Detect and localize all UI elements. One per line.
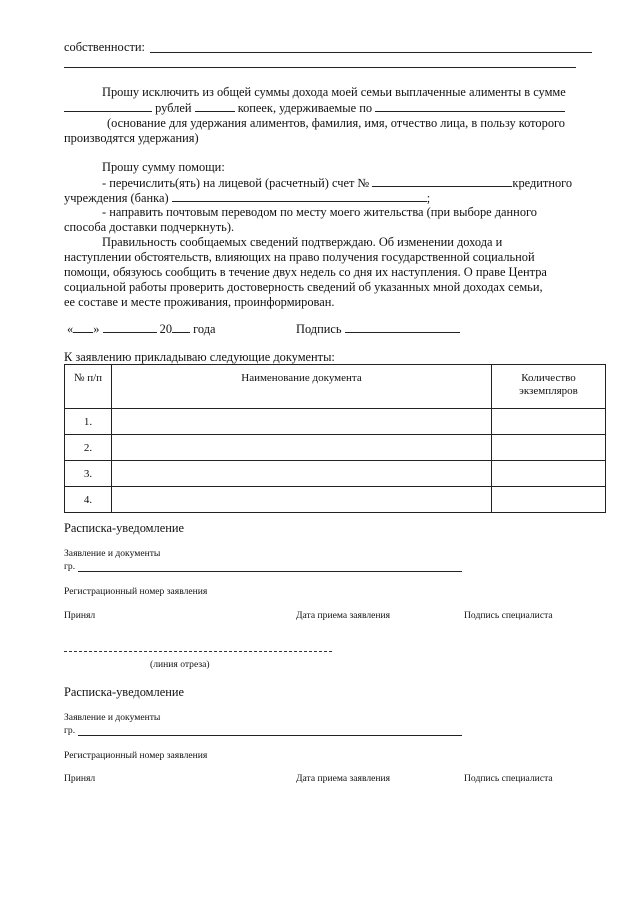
row-number: 1. (65, 409, 112, 435)
payment-transfer-prefix: - перечислить(ять) на лицевой (расчетный) счет № (102, 176, 370, 190)
confirm-line1: Правильность сообщаемых сведений подтверждаю. Об изменении дохода и (102, 235, 503, 249)
ownership-label: собственности: (64, 40, 145, 54)
date-open-quote: « (67, 322, 74, 336)
alimony-kop-label: копеек, удерживаемые по (237, 101, 373, 115)
documents-header-row (65, 365, 606, 409)
row-number: 4. (65, 487, 112, 513)
documents-table (64, 364, 606, 513)
col-name-header: Наименование документа (112, 365, 492, 409)
signature-field[interactable] (345, 321, 460, 333)
col-qty-line2: экземпляров (519, 385, 578, 397)
table-row (65, 435, 606, 461)
document-qty-cell[interactable] (492, 435, 606, 461)
year-prefix: 20 (159, 322, 173, 336)
receipt1-date-label: Дата приема заявления (296, 610, 391, 621)
document-qty-cell[interactable] (492, 461, 606, 487)
confirm-line2: наступлении обстоятельств, влияющих на право получения государственной социальной (64, 250, 535, 264)
account-number-field[interactable] (372, 175, 512, 187)
confirm-line4: социальной работы проверить достоверность сведений об указанных мной доходах семьи, (64, 280, 543, 294)
date-row (67, 321, 216, 337)
month-field[interactable] (103, 321, 157, 333)
receipt2-title: Расписка-уведомление (64, 685, 184, 699)
document-qty-cell[interactable] (492, 409, 606, 435)
ownership-field[interactable] (150, 52, 592, 53)
table-row (65, 461, 606, 487)
alimony-rub-field[interactable] (64, 100, 152, 112)
payment-mail-line2: способа доставки подчеркнуть). (64, 220, 235, 234)
receipt2-citizen-label: гр. (64, 725, 76, 736)
receipt1-sign-label: Подпись специалиста (464, 610, 553, 621)
receipt2-docs-label: Заявление и документы (64, 712, 161, 723)
payment-bank-prefix: учреждения (банка) (64, 191, 169, 205)
alimony-note-line2: производятся удержания) (64, 131, 199, 145)
alimony-note-line1: (основание для удержания алиментов, фамилия, имя, отчество лица, в пользу которого (107, 116, 565, 130)
col-qty-line1: Количество (521, 372, 576, 384)
receipt2-sign-label: Подпись специалиста (464, 773, 553, 784)
alimony-kop-field[interactable] (195, 100, 235, 112)
documents-intro: К заявлению прикладываю следующие документы: (64, 350, 335, 364)
year-suffix: года (193, 322, 216, 336)
date-close-quote: » (93, 322, 100, 336)
receipt2-reg-label: Регистрационный номер заявления (64, 750, 208, 761)
year-field[interactable] (172, 321, 190, 333)
receipt2-date-label: Дата приема заявления (296, 773, 391, 784)
confirm-line3: помощи, обязуюсь сообщить в течение двух недель со дня их наступления. О праве Центра (64, 265, 547, 279)
col-qty-header (492, 365, 606, 409)
col-num-header: № п/п (65, 365, 112, 409)
cut-line (64, 651, 332, 652)
payment-transfer-suffix: кредитного (512, 176, 573, 190)
receipt1-accepted-label: Принял (64, 610, 96, 621)
payment-heading: Прошу сумму помощи: (102, 160, 225, 174)
document-qty-cell[interactable] (492, 487, 606, 513)
document-name-cell[interactable] (112, 487, 492, 513)
document-name-cell[interactable] (112, 461, 492, 487)
row-number: 2. (65, 435, 112, 461)
signature-row (296, 321, 460, 337)
alimony-text-line1: Прошу исключить из общей суммы дохода моей семьи выплаченные алименты в сумме (102, 85, 566, 99)
alimony-basis-field[interactable] (375, 100, 565, 112)
receipt1-citizen-label: гр. (64, 561, 76, 572)
receipt2-citizen-field[interactable] (78, 735, 462, 736)
payment-transfer-row (102, 175, 572, 191)
receipt1-reg-label: Регистрационный номер заявления (64, 586, 208, 597)
receipt1-docs-label: Заявление и документы (64, 548, 161, 559)
payment-mail-line1: - направить почтовым переводом по месту моего жительства (при выборе данного (102, 205, 537, 219)
confirm-line5: ее составе и месте проживания, проинформирован. (64, 295, 335, 309)
receipt1-title: Расписка-уведомление (64, 521, 184, 535)
cut-line-label: (линия отреза) (150, 659, 210, 670)
table-row (65, 409, 606, 435)
payment-bank-row (64, 190, 430, 206)
document-name-cell[interactable] (112, 435, 492, 461)
ownership-field-line2[interactable] (64, 67, 576, 68)
bank-name-field[interactable] (172, 190, 427, 202)
receipt1-citizen-field[interactable] (78, 571, 462, 572)
document-name-cell[interactable] (112, 409, 492, 435)
alimony-amount-row (64, 100, 565, 116)
receipt2-accepted-label: Принял (64, 773, 96, 784)
signature-label: Подпись (296, 322, 342, 336)
alimony-rub-label: рублей (155, 101, 192, 115)
day-field[interactable] (73, 321, 93, 333)
table-row (65, 487, 606, 513)
payment-bank-suffix: ; (426, 191, 431, 205)
row-number: 3. (65, 461, 112, 487)
